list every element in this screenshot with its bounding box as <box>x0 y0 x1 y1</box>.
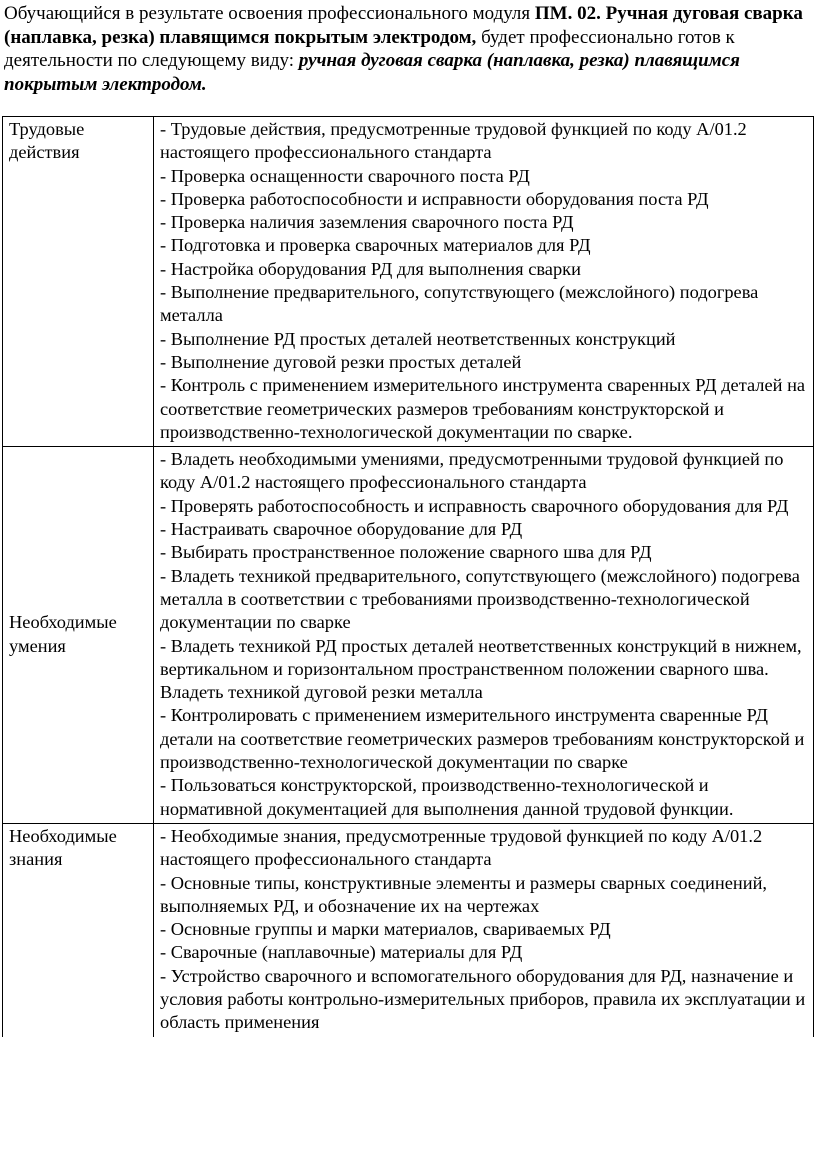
row-label-cell <box>3 117 154 447</box>
intro-paragraph <box>4 2 812 96</box>
list-item: - Выполнение РД простых деталей неответственных конструкций <box>160 328 676 349</box>
list-item: - Контролировать с применением измерительного инструмента сваренные РД детали на соответствие геометрических размеров требованиям конструкторской и производственно-технологической документации по сварке <box>160 705 805 773</box>
list-item: - Настройка оборудования РД для выполнения сварки <box>160 258 581 279</box>
table-row-knowledge <box>3 823 814 1036</box>
list-item: - Подготовка и проверка сварочных материалов для РД <box>160 235 591 256</box>
list-item: - Выбирать пространственное положение сварного шва для РД <box>160 542 652 563</box>
list-item: - Владеть техникой предварительного, сопутствующего (межслойного) подогрева металла в соответствии с требованиями производственно-технологической документации по сварке <box>160 565 800 633</box>
activity-name: ручная дуговая сварка (наплавка, резка) плавящимся покрытым электродом. <box>4 50 740 95</box>
list-item: - Выполнение дуговой резки простых деталей <box>160 351 522 372</box>
list-item: - Контроль с применением измерительного инструмента сваренных РД деталей на соответствие геометрических размеров требованиям конструкторской и производственно-технологической документации по сварке. <box>160 375 806 442</box>
competency-table <box>2 116 814 1037</box>
list-item: - Владеть необходимыми умениями, предусмотренными трудовой функцией по коду А/01.2 настоящего профессионального стандарта <box>160 449 784 493</box>
table-row-labor-actions <box>3 117 814 447</box>
row-label-cell <box>3 823 154 1036</box>
row-label: Трудовые действия <box>9 119 85 163</box>
list-item: - Проверка оснащенности сварочного поста РД <box>160 165 530 186</box>
list-item: - Проверка работоспособности и исправности оборудования поста РД <box>160 188 709 209</box>
intro-text-middle: будет профессионально готов к деятельности по следующему виду: <box>4 26 735 71</box>
list-item: - Выполнение предварительного, сопутствующего (межслойного) подогрева металла <box>160 282 759 326</box>
intro-text-start: Обучающийся в результате освоения профессионального модуля <box>4 3 535 24</box>
row-content-cell <box>154 117 814 447</box>
row-content-cell <box>154 823 814 1036</box>
list-item: - Основные типы, конструктивные элементы и размеры сварных соединений, выполняемых РД, и обозначение их на чертежах <box>160 872 768 916</box>
list-item: - Сварочные (наплавочные) материалы для РД <box>160 942 523 963</box>
list-item: - Необходимые знания, предусмотренные трудовой функцией по коду А/01.2 настоящего профессионального стандарта <box>160 825 763 870</box>
table-row-skills <box>3 447 814 824</box>
list-item: - Основные группы и марки материалов, свариваемых РД <box>160 919 611 940</box>
list-item: - Трудовые действия, предусмотренные трудовой функцией по коду А/01.2 настоящего профессионального стандарта <box>160 119 747 163</box>
list-item: - Настраивать сварочное оборудование для РД <box>160 519 523 540</box>
list-item: - Владеть техникой РД простых деталей неответственных конструкций в нижнем, вертикальном и горизонтальном пространственном положении сварного шва. Владеть техникой дуговой резки металла <box>160 635 802 703</box>
row-label: Необходимые знания <box>9 825 117 870</box>
row-label: Необходимые умения <box>9 612 117 656</box>
list-item: - Пользоваться конструкторской, производственно-технологической и нормативной документацией для выполнения данной трудовой функции. <box>160 775 734 819</box>
module-name: ПМ. 02. Ручная дуговая сварка (наплавка, резка) плавящимся покрытым электродом, <box>4 3 803 48</box>
row-label-cell <box>3 447 154 824</box>
list-item: - Устройство сварочного и вспомогательного оборудования для РД, назначение и условия работы контрольно-измерительных приборов, правила их эксплуатации и область применения <box>160 965 806 1033</box>
row-content-cell <box>154 447 814 824</box>
list-item: - Проверять работоспособность и исправность сварочного оборудования для РД <box>160 495 789 516</box>
list-item: - Проверка наличия заземления сварочного поста РД <box>160 212 574 233</box>
